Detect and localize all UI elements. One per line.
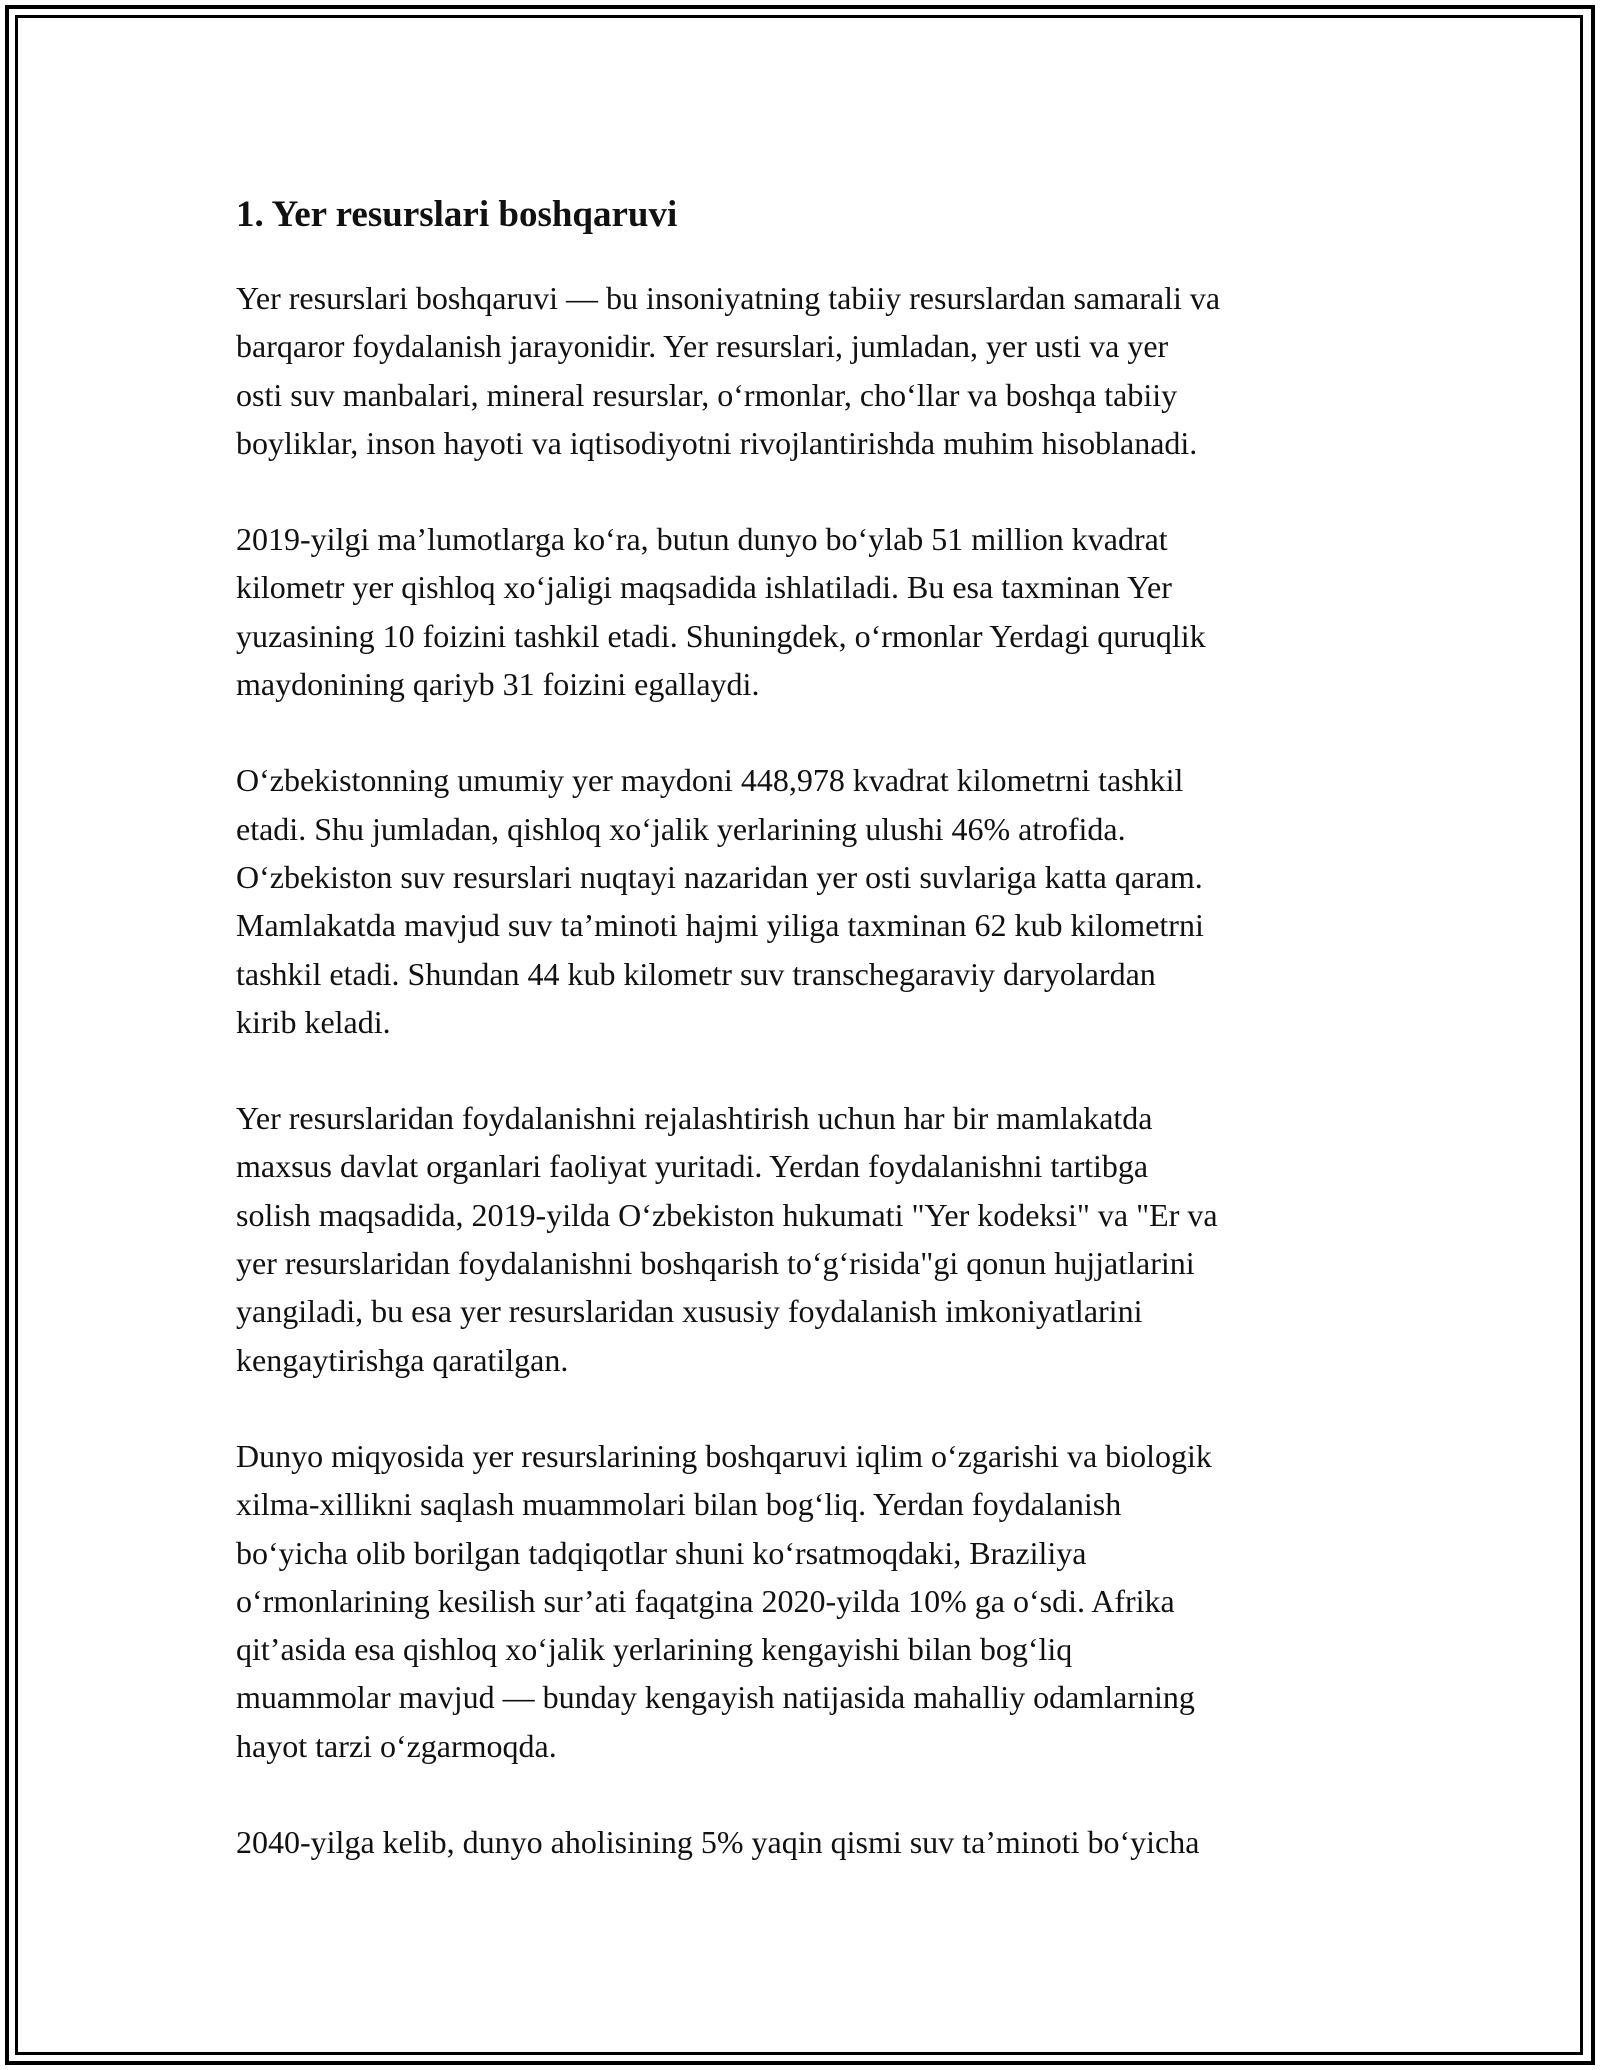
paragraph-2	[236, 515, 1386, 708]
text-line: 2019-yilgi ma’lumotlarga ko‘ra, butun dunyo bo‘ylab 51 million kvadrat	[236, 521, 1168, 558]
text-line: Yer resurslari boshqaruvi — bu insoniyatning tabiiy resurslardan samarali va	[236, 280, 1221, 316]
paragraph-4	[236, 1094, 1386, 1384]
paragraph-6	[236, 1818, 1386, 1866]
section-heading: 1. Yer resurslari boshqaruvi	[236, 194, 678, 235]
text-line: O‘zbekistonning umumiy yer maydoni 448,978 kvadrat kilometrni tashkil	[236, 762, 1184, 799]
text-line: osti suv manbalari, mineral resurslar, o‘rmonlar, cho‘llar va boshqa tabiiy	[236, 376, 1178, 413]
text-line: yuzasining 10 foizini tashkil etadi. Shuningdek, o‘rmonlar Yerdagi quruqlik	[236, 617, 1206, 654]
text-line: Dunyo miqyosida yer resurslarining boshqaruvi iqlim o‘zgarishi va biologik	[236, 1437, 1212, 1474]
text-line: Mamlakatda mavjud suv ta’minoti hajmi yiliga taxminan 62 kub kilometrni	[236, 907, 1204, 944]
text-line: o‘rmonlarining kesilish sur’ati faqatgina 2020-yilda 10% ga o‘sdi. Afrika	[236, 1582, 1175, 1619]
text-line: xilma-xillikni saqlash muammolari bilan bog‘liq. Yerdan foydalanish	[236, 1486, 1122, 1523]
text-line: kilometr yer qishloq xo‘jaligi maqsadida ishlatiladi. Bu esa taxminan Yer	[236, 569, 1172, 606]
text-line: O‘zbekiston suv resurslari nuqtayi nazaridan yer osti suvlariga katta qaram.	[236, 858, 1203, 895]
paragraph-1	[236, 274, 1386, 467]
text-line: bo‘yicha olib borilgan tadqiqotlar shuni ko‘rsatmoqdaki, Braziliya	[236, 1534, 1087, 1571]
text-line: hayot tarzi o‘zgarmoqda.	[236, 1727, 557, 1764]
text-line: Yer resurslaridan foydalanishni rejalashtirish uchun har bir mamlakatda	[236, 1100, 1153, 1137]
text-line: boyliklar, inson hayoti va iqtisodiyotni rivojlantirishda muhim hisoblanadi.	[236, 424, 1198, 461]
text-line: barqaror foydalanish jarayonidir. Yer resurslari, jumladan, yer usti va yer	[236, 328, 1169, 365]
text-line: maxsus davlat organlari faoliyat yuritadi. Yerdan foydalanishni tartibga	[236, 1148, 1149, 1185]
text-line: etadi. Shu jumladan, qishloq xo‘jalik yerlarining ulushi 46% atrofida.	[236, 810, 1126, 847]
document-page	[236, 186, 1386, 1914]
text-line: tashkil etadi. Shundan 44 kub kilometr suv transchegaraviy daryolardan	[236, 955, 1156, 992]
text-line: solish maqsadida, 2019-yilda O‘zbekiston hukumati "Yer kodeksi" va "Er va	[236, 1196, 1218, 1233]
paragraph-3	[236, 756, 1386, 1046]
text-line: muammolar mavjud — bunday kengayish natijasida mahalliy odamlarning	[236, 1679, 1195, 1716]
text-line: maydonining qariyb 31 foizini egallaydi.	[236, 666, 760, 703]
text-line: kengaytirishga qaratilgan.	[236, 1341, 569, 1378]
text-line: qit’asida esa qishloq xo‘jalik yerlarining kengayishi bilan bog‘liq	[236, 1631, 1073, 1668]
text-line: 2040-yilga kelib, dunyo aholisining 5% yaqin qismi suv ta’minoti bo‘yicha	[236, 1824, 1200, 1861]
text-line: yer resurslaridan foydalanishni boshqarish to‘g‘risida"gi qonun hujjatlarini	[236, 1245, 1195, 1282]
text-line: kirib keladi.	[236, 1003, 391, 1040]
text-line: yangiladi, bu esa yer resurslaridan xususiy foydalanish imkoniyatlarini	[236, 1293, 1143, 1330]
paragraph-5	[236, 1432, 1386, 1770]
